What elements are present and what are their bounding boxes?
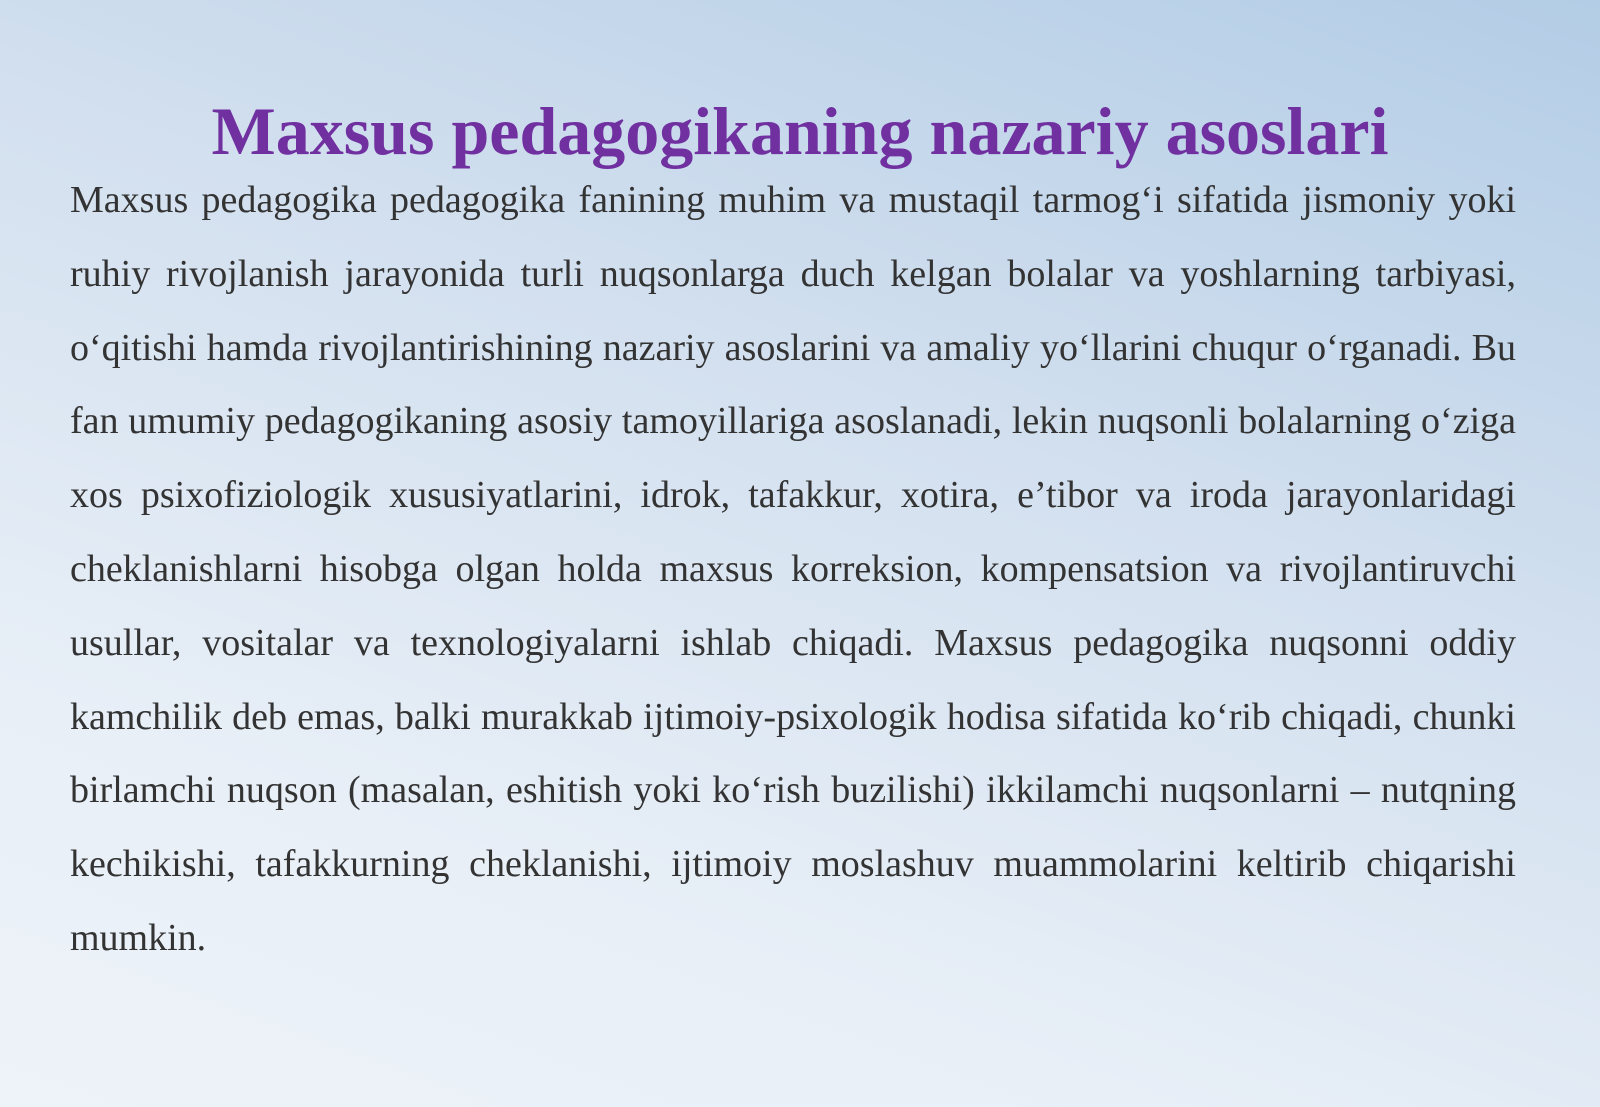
slide-title: Maxsus pedagogikaning nazariy asoslari: [211, 93, 1389, 169]
slide-body-text: Maxsus pedagogika pedagogika fanining muhim va mustaqil tarmog‘i sifatida jismoniy yoki ruhiy rivojlanish jarayonida turli nuqsonlarga duch kelgan bolalar va yoshlarning tarbiyasi, o‘qitishi hamda rivojlantirishining nazariy asoslarini va amaliy yo‘llarini chuqur o‘rganadi. Bu fan umumiy pedagogikaning asosiy tamoyillariga asoslanadi, lekin nuqsonli bolalarning o‘ziga xos psixofiziologik xususiyatlarini, idrok, tafakkur, xotira, e’tibor va iroda jarayonlaridagi cheklanishlarni hisobga olgan holda maxsus korreksion, kompensatsion va rivojlantiruvchi usullar, vositalar va texnologiyalarni ishlab chiqadi. Maxsus pedagogika nuqsonni oddiy kamchilik deb emas, balki murakkab ijtimoiy-psixologik hodisa sifatida ko‘rib chiqadi, chunki birlamchi nuqson (masalan, eshitish yoki ko‘rish buzilishi) ikkilamchi nuqsonlarni – nutqning kechikishi, tafakkurning cheklanishi, ijtimoiy moslashuv muammolarini keltirib chiqarishi mumkin.: [70, 179, 1516, 959]
